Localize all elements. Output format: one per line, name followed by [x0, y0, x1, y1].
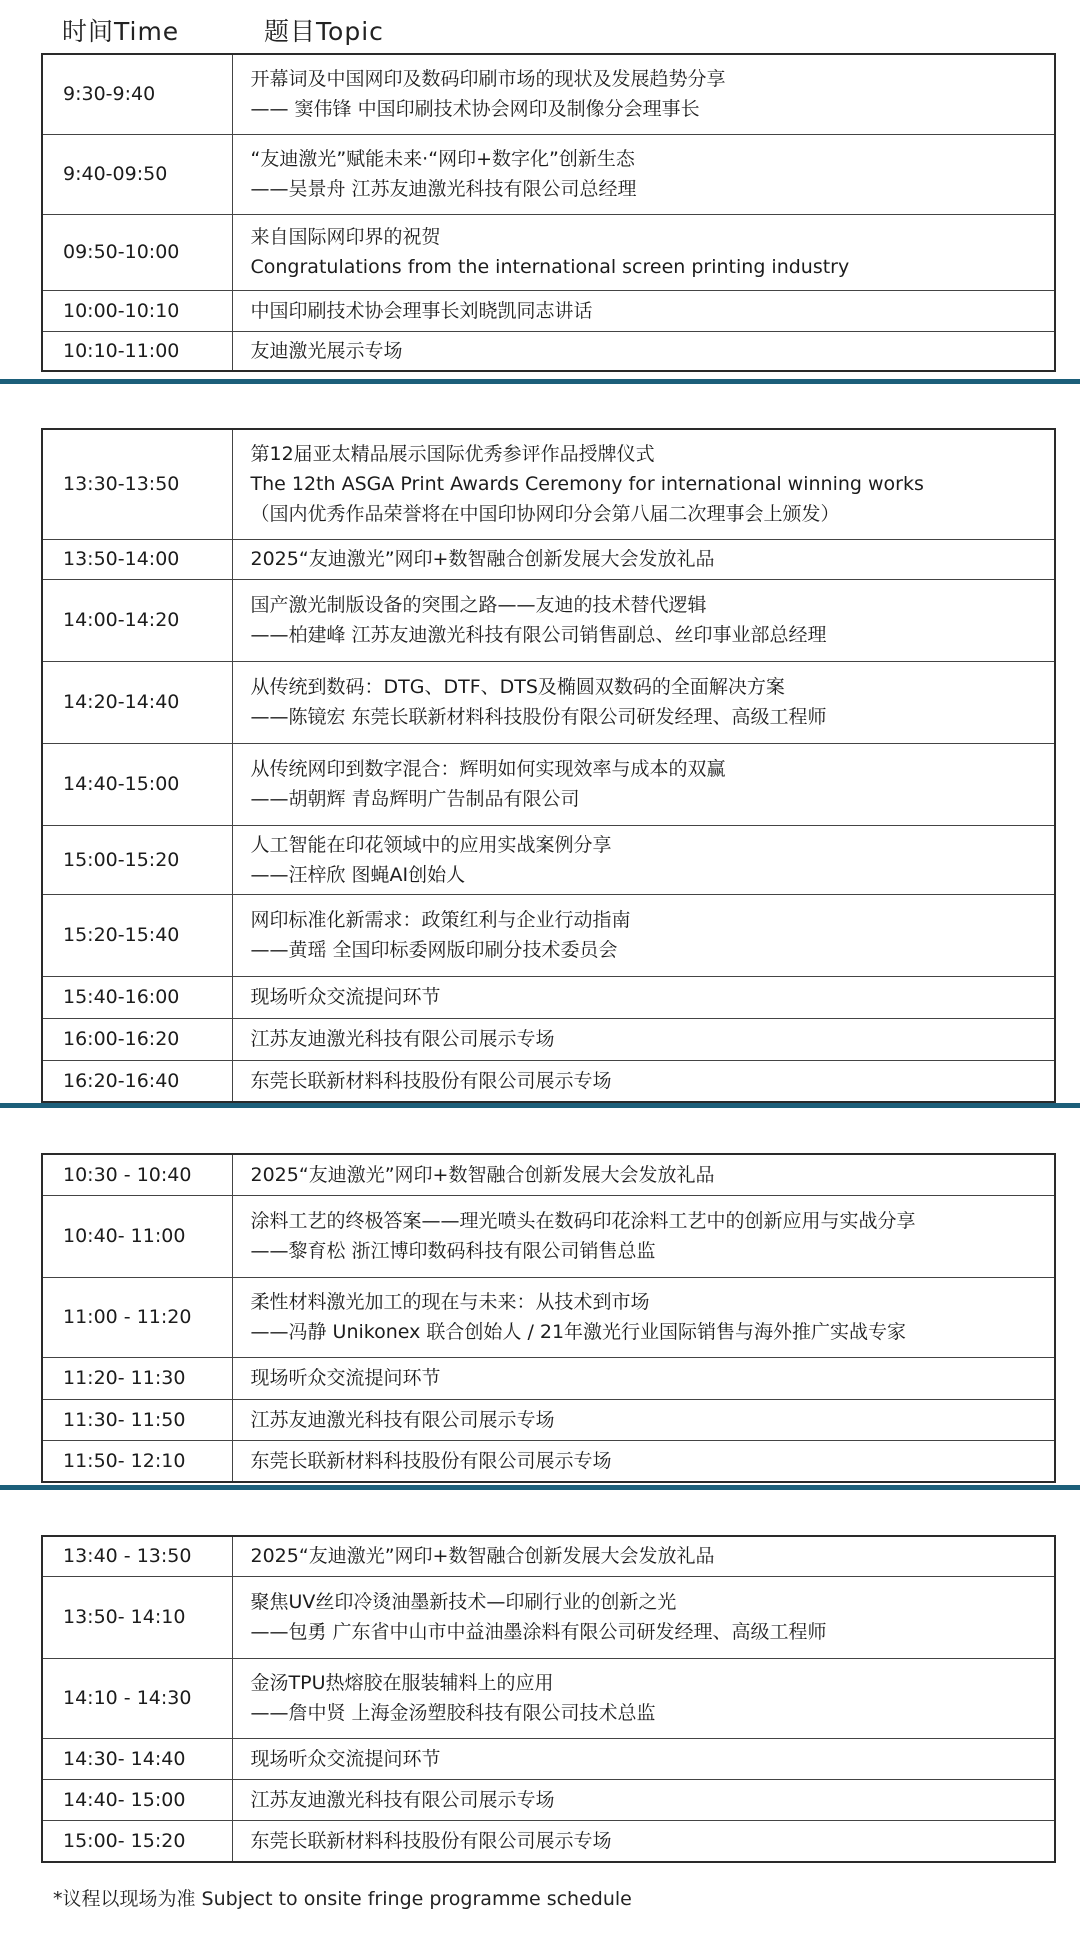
- topic-title: 2025“友迪激光”网印+数智融合创新发展大会发放礼品: [250, 1545, 715, 1568]
- schedule-row: [42, 539, 1055, 579]
- topic-title: 聚焦UV丝印冷烫油墨新技术—印刷行业的创新之光: [250, 1591, 677, 1613]
- time-cell: 15:00-15:20: [42, 825, 232, 894]
- topic-title: 江苏友迪激光科技有限公司展示专场: [250, 1028, 555, 1050]
- topic-cell: [232, 1060, 1055, 1102]
- topic-detail: ——柏建峰 江苏友迪激光科技有限公司销售副总、丝印事业部总经理: [250, 624, 827, 646]
- time-cell: 11:00 - 11:20: [42, 1277, 232, 1357]
- topic-cell: [232, 1277, 1055, 1357]
- topic-cell: [232, 1820, 1055, 1862]
- topic-cell: [232, 1440, 1055, 1482]
- schedule-row: [42, 214, 1055, 290]
- schedule-row: [42, 579, 1055, 661]
- topic-cell: [232, 1195, 1055, 1277]
- schedule-row: [42, 290, 1055, 331]
- time-cell: 13:40 - 13:50: [42, 1536, 232, 1576]
- topic-cell: [232, 1399, 1055, 1440]
- schedule-row: [42, 825, 1055, 894]
- topic-cell: [232, 976, 1055, 1018]
- topic-cell: [232, 331, 1055, 371]
- schedule-row: [42, 1738, 1055, 1779]
- schedule-row: [42, 429, 1055, 539]
- schedule-row: [42, 1060, 1055, 1102]
- topic-title: 2025“友迪激光”网印+数智融合创新发展大会发放礼品: [250, 548, 715, 570]
- time-cell: 14:10 - 14:30: [42, 1658, 232, 1738]
- topic-detail: The 12th ASGA Print Awards Ceremony for international winning works: [250, 473, 924, 496]
- schedule-row: [42, 1195, 1055, 1277]
- footnote: *议程以现场为准 Subject to onsite fringe programme schedule: [53, 1888, 632, 1910]
- topic-detail: ——吴景舟 江苏友迪激光科技有限公司总经理: [250, 178, 637, 200]
- schedule-row: [42, 894, 1055, 976]
- time-cell: 15:20-15:40: [42, 894, 232, 976]
- topic-detail: ——黎育松 浙江博印数码科技有限公司销售总监: [250, 1240, 656, 1262]
- topic-detail: Congratulations from the international screen printing industry: [250, 256, 850, 278]
- topic-title: 江苏友迪激光科技有限公司展示专场: [250, 1408, 555, 1431]
- topic-title: 中国印刷技术协会理事长刘晓凯同志讲话: [250, 299, 593, 322]
- time-cell: 13:50- 14:10: [42, 1576, 232, 1658]
- time-cell: 13:30-13:50: [42, 429, 232, 539]
- topic-cell: [232, 134, 1055, 214]
- schedule-row: [42, 331, 1055, 371]
- time-cell: 16:00-16:20: [42, 1018, 232, 1060]
- topic-cell: [232, 429, 1055, 539]
- topic-title: 东莞长联新材料科技股份有限公司展示专场: [250, 1829, 612, 1852]
- schedule-row: [42, 1154, 1055, 1195]
- topic-detail: ——詹中贤 上海金汤塑胶科技有限公司技术总监: [250, 1702, 656, 1724]
- topic-detail: （国内优秀作品荣誉将在中国印协网印分会第八届二次理事会上颁发）: [250, 503, 840, 526]
- topic-cell: [232, 54, 1055, 134]
- topic-detail: —— 窦伟锋 中国印刷技术协会网印及制像分会理事长: [250, 98, 700, 121]
- topic-cell: [232, 825, 1055, 894]
- topic-cell: [232, 579, 1055, 661]
- topic-cell: [232, 1779, 1055, 1820]
- time-cell: 14:20-14:40: [42, 661, 232, 743]
- time-cell: 10:10-11:00: [42, 331, 232, 371]
- topic-detail: ——包勇 广东省中山市中益油墨涂料有限公司研发经理、高级工程师: [250, 1621, 827, 1643]
- schedule-row: [42, 743, 1055, 825]
- topic-detail: ——陈镜宏 东莞长联新材料科技股份有限公司研发经理、高级工程师: [250, 706, 827, 728]
- topic-cell: [232, 1154, 1055, 1195]
- schedule-row: [42, 1536, 1055, 1576]
- time-cell: 9:40-09:50: [42, 134, 232, 214]
- topic-cell: [232, 1738, 1055, 1779]
- topic-title: 第12届亚太精品展示国际优秀参评作品授牌仪式: [250, 443, 655, 466]
- topic-detail: ——冯静 Unikonex 联合创始人 / 21年激光行业国际销售与海外推广实战专家: [250, 1321, 907, 1343]
- topic-detail: ——汪梓欣 图蝇AI创始人: [250, 863, 466, 886]
- time-cell: 11:50- 12:10: [42, 1440, 232, 1482]
- topic-detail: ——胡朝辉 青岛辉明广告制品有限公司: [250, 788, 580, 810]
- schedule-row: [42, 1658, 1055, 1738]
- session-4-table: [41, 1535, 1056, 1863]
- session-divider: [0, 1103, 1080, 1108]
- topic-title: 来自国际网印界的祝贺: [250, 226, 441, 248]
- time-cell: 14:40-15:00: [42, 743, 232, 825]
- topic-title: “友迪激光”赋能未来·“网印+数字化”创新生态: [250, 148, 635, 170]
- topic-title: 从传统网印到数字混合：辉明如何实现效率与成本的双赢: [250, 758, 726, 780]
- schedule-row: [42, 1277, 1055, 1357]
- schedule-row: [42, 1779, 1055, 1820]
- schedule-row: [42, 1820, 1055, 1862]
- schedule-row: [42, 661, 1055, 743]
- topic-title: 现场听众交流提问环节: [250, 1367, 441, 1389]
- time-cell: 15:00- 15:20: [42, 1820, 232, 1862]
- schedule-row: [42, 54, 1055, 134]
- topic-column-header: 题目Topic: [264, 17, 384, 46]
- time-cell: 13:50-14:00: [42, 539, 232, 579]
- topic-cell: [232, 1576, 1055, 1658]
- time-cell: 14:40- 15:00: [42, 1779, 232, 1820]
- topic-title: 国产激光制版设备的突围之路——友迪的技术替代逻辑: [250, 594, 707, 616]
- session-divider: [0, 1485, 1080, 1490]
- time-cell: 11:20- 11:30: [42, 1357, 232, 1399]
- topic-detail: ——黄瑶 全国印标委网版印刷分技术委员会: [250, 939, 618, 961]
- topic-title: 从传统到数码：DTG、DTF、DTS及椭圆双数码的全面解决方案: [250, 676, 785, 698]
- time-cell: 16:20-16:40: [42, 1060, 232, 1102]
- time-cell: 15:40-16:00: [42, 976, 232, 1018]
- schedule-row: [42, 1018, 1055, 1060]
- time-cell: 10:30 - 10:40: [42, 1154, 232, 1195]
- schedule-row: [42, 1576, 1055, 1658]
- topic-title: 现场听众交流提问环节: [250, 986, 441, 1008]
- schedule-row: [42, 1357, 1055, 1399]
- topic-cell: [232, 539, 1055, 579]
- time-cell: 09:50-10:00: [42, 214, 232, 290]
- session-2-table: [41, 428, 1056, 1103]
- topic-cell: [232, 1357, 1055, 1399]
- topic-title: 人工智能在印花领域中的应用实战案例分享: [250, 833, 612, 856]
- topic-title: 2025“友迪激光”网印+数智融合创新发展大会发放礼品: [250, 1163, 715, 1186]
- schedule-row: [42, 1399, 1055, 1440]
- topic-title: 开幕词及中国网印及数码印刷市场的现状及发展趋势分享: [250, 68, 726, 91]
- time-cell: 10:40- 11:00: [42, 1195, 232, 1277]
- topic-cell: [232, 290, 1055, 331]
- time-cell: 14:30- 14:40: [42, 1738, 232, 1779]
- topic-title: 涂料工艺的终极答案——理光喷头在数码印花涂料工艺中的创新应用与实战分享: [250, 1210, 916, 1232]
- schedule-row: [42, 1440, 1055, 1482]
- topic-cell: [232, 214, 1055, 290]
- topic-title: 东莞长联新材料科技股份有限公司展示专场: [250, 1449, 612, 1472]
- topic-title: 友迪激光展示专场: [250, 339, 403, 362]
- topic-cell: [232, 1658, 1055, 1738]
- time-column-header: 时间Time: [62, 17, 180, 46]
- topic-title: 东莞长联新材料科技股份有限公司展示专场: [250, 1069, 612, 1092]
- time-cell: 9:30-9:40: [42, 54, 232, 134]
- topic-cell: [232, 661, 1055, 743]
- topic-cell: [232, 894, 1055, 976]
- schedule-row: [42, 976, 1055, 1018]
- time-cell: 11:30- 11:50: [42, 1399, 232, 1440]
- topic-title: 网印标准化新需求：政策红利与企业行动指南: [250, 909, 631, 931]
- topic-title: 金汤TPU热熔胶在服装辅料上的应用: [250, 1672, 554, 1694]
- schedule-row: [42, 134, 1055, 214]
- session-divider: [0, 379, 1080, 384]
- topic-cell: [232, 743, 1055, 825]
- topic-title: 江苏友迪激光科技有限公司展示专场: [250, 1788, 555, 1811]
- topic-title: 柔性材料激光加工的现在与未来：从技术到市场: [250, 1291, 650, 1313]
- time-cell: 10:00-10:10: [42, 290, 232, 331]
- topic-title: 现场听众交流提问环节: [250, 1747, 441, 1770]
- session-3-table: [41, 1153, 1056, 1483]
- session-1-table: [41, 53, 1056, 372]
- topic-cell: [232, 1536, 1055, 1576]
- topic-cell: [232, 1018, 1055, 1060]
- table-header: [0, 12, 1080, 50]
- time-cell: 14:00-14:20: [42, 579, 232, 661]
